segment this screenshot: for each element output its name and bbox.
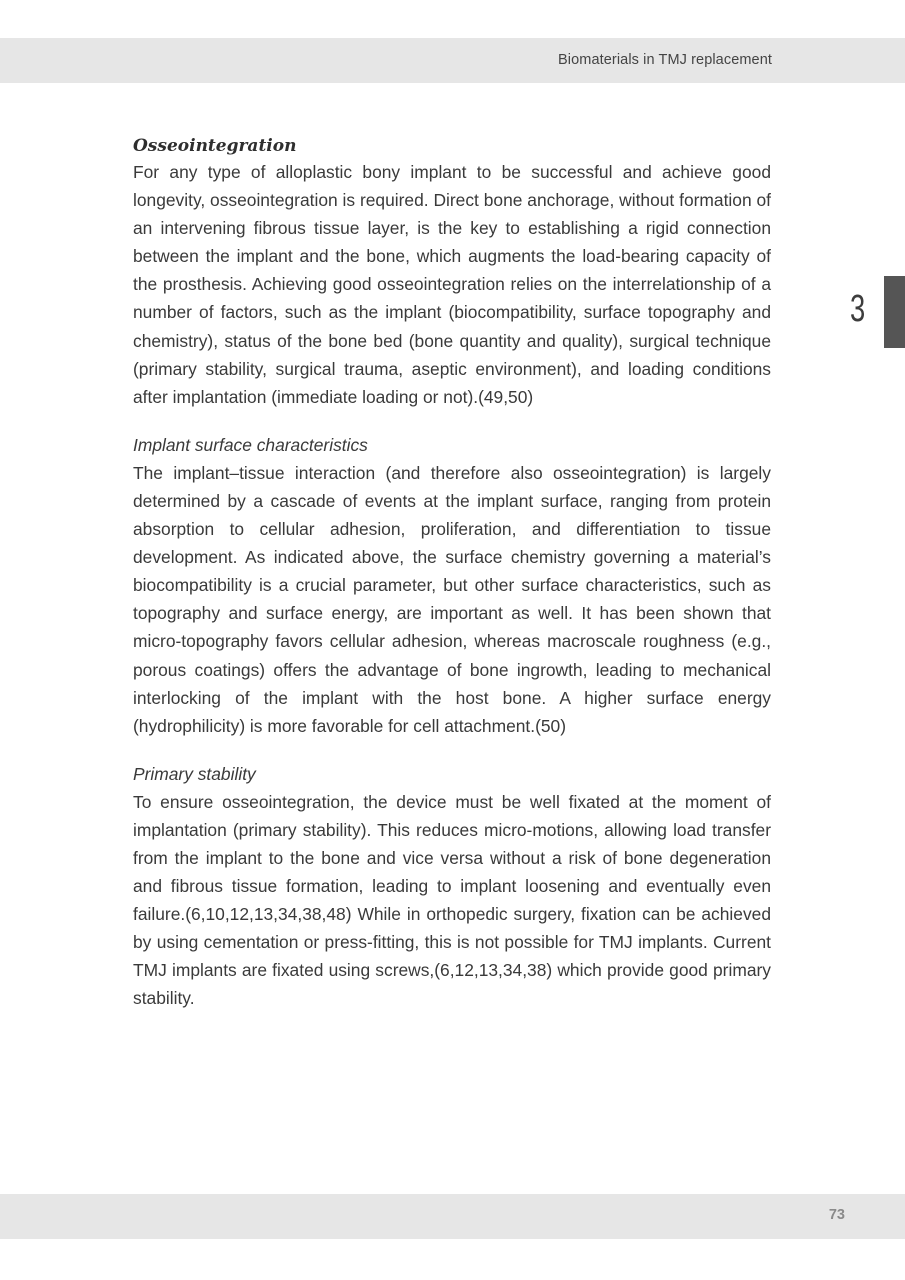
- paragraph-surface-characteristics: The implant–tissue interaction (and therefore also osseointegration) is largely determined by a cascade of events at the implant surface, ranging from protein absorption to cellular adhesion, proliferation, and differentiation to tissue development. As indicated above, the surface chemistry governing a material’s biocompatibility is a crucial parameter, but other surface characteristics, such as topography and surface energy, are important as well. It has been shown that micro-topography favors cellular adhesion, whereas macroscale roughness (e.g., porous coatings) offers the advantage of bone ingrowth, leading to mechanical interlocking of the implant with the host bone. A higher surface energy (hydrophilicity) is more favorable for cell attachment.(50): [133, 462, 771, 736]
- paragraph-gap: [133, 740, 771, 760]
- footer-band: [0, 1194, 905, 1239]
- chapter-tab: [884, 276, 905, 348]
- running-head: Biomaterials in TMJ replacement: [558, 52, 772, 68]
- chapter-number: 3: [850, 288, 866, 330]
- page-number: 73: [828, 1207, 845, 1223]
- paragraph-primary-stability: To ensure osseointegration, the device must be well fixated at the moment of implantation (primary stability). This reduces micro-motions, allowing load transfer from the implant to the bone and vice versa without a risk of bone degeneration and fibrous tissue formation, leading to implant loosening and eventually even failure.(6,10,12,13,34,38,48) While in orthopedic surgery, fixation can be achieved by using cementation or press-fitting, this is not possible for TMJ implants. Current TMJ implants are fixated using screws,(6,12,13,34,38) which provide good primary stability.: [133, 791, 771, 1009]
- section-title-osseointegration: Osseointegration: [133, 136, 297, 156]
- subheading-primary-stability: Primary stability: [133, 763, 256, 784]
- header-band: [0, 38, 905, 83]
- paragraph-gap: [133, 411, 771, 431]
- subheading-surface-characteristics: Implant surface characteristics: [133, 434, 368, 455]
- paragraph-osseointegration: For any type of alloplastic bony implant to be successful and achieve good longevity, osseointegration is required. Direct bone anchorage, without formation of an intervening fibrous tissue layer, is the key to establishing a rigid connection between the implant and the bone, which augments the load-bearing capacity of the prosthesis. Achieving good osseointegration relies on the interrelationship of a number of factors, such as the implant (biocompatibility, surface topography and chemistry), status of the bone bed (bone quantity and quality), surgical technique (primary stability, surgical trauma, aseptic environment), and loading conditions after implantation (immediate loading or not).(49,50): [133, 162, 771, 407]
- page-content: [133, 134, 771, 1013]
